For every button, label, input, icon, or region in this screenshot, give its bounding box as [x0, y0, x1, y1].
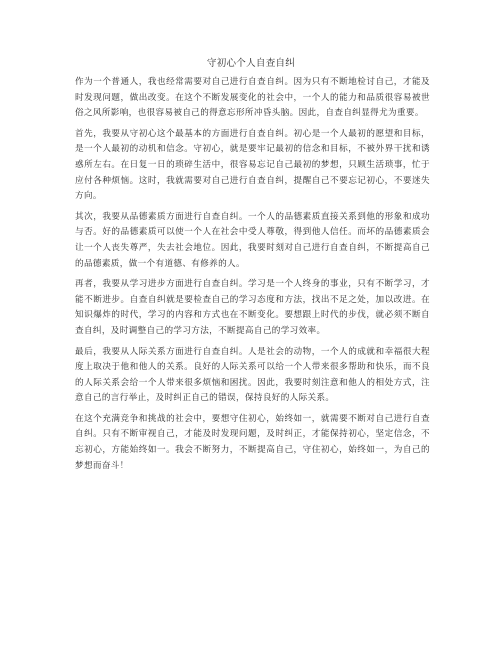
- paragraph-original-intention: 首先，我要从守初心这个最基本的方面进行自查自纠。初心是一个人最初的愿望和目标，是一个人最初的动机和信念。守初心，就是要牢记最初的信念和目标，不被外界干扰和诱惑所左右。在日复一日的琐碎生活中，很容易忘记自己最初的梦想，只顾生活琐事，忙于应付各种烦恼。这时，我就需要对自己进行自查自纠，提醒自己不要忘记初心，不要迷失方向。: [75, 128, 430, 202]
- paragraph-conclusion: 在这个充满竞争和挑战的社会中，要想守住初心，始终如一，就需要不断对自己进行自查自纠。只有不断审视自己，才能及时发现问题，及时纠正，才能保持初心，坚定信念，不忘初心，方能始终如一。我会不断努力，不断提高自己，守住初心，始终如一，为自己的梦想而奋斗！: [75, 413, 430, 471]
- paragraph-interpersonal-relations: 最后，我要从人际关系方面进行自查自纠。人是社会的动物，一个人的成就和幸福很大程度上取决于他和他人的关系。良好的人际关系可以给一个人带来很多帮助和快乐，而不良的人际关系会给一个人带来很多烦恼和困扰。因此，我要时刻注意和他人的相处方式，注意自己的言行举止，及时纠正自己的错误，保持良好的人际关系。: [75, 346, 430, 404]
- paragraph-learning-progress: 再者，我要从学习进步方面进行自查自纠。学习是一个人终身的事业，只有不断学习，才能不断进步。自查自纠就是要检查自己的学习态度和方法，找出不足之处，加以改进。在知识爆炸的时代，学习的内容和方式也在不断变化。要想跟上时代的步伐，就必须不断自查自纠，及时调整自己的学习方法，不断提高自己的学习效率。: [75, 279, 430, 336]
- paragraph-moral-quality: 其次，我要从品德素质方面进行自查自纠。一个人的品德素质直接关系到他的形象和成功与否。好的品德素质可以使一个人在社会中受人尊敬，得到他人信任。而坏的品德素质会让一个人丧失尊严，失去社会地位。因此，我要时刻对自己进行自查自纠，不断提高自己的品德素质，做一个有道德、有修养的人。: [75, 211, 430, 269]
- paragraph-intro: 作为一个普通人，我也经常需要对自己进行自查自纠。因为只有不断地检讨自己，才能及时发现问题，做出改变。在这个不断发展变化的社会中，一个人的能力和品质很容易被世俗之风所影响，也很容易被自己的得意忘形所冲昏头脑。因此，自查自纠显得尤为重要。: [75, 77, 430, 119]
- document-body: [75, 75, 430, 479]
- document-title: 守初心个人自查自纠: [206, 58, 296, 69]
